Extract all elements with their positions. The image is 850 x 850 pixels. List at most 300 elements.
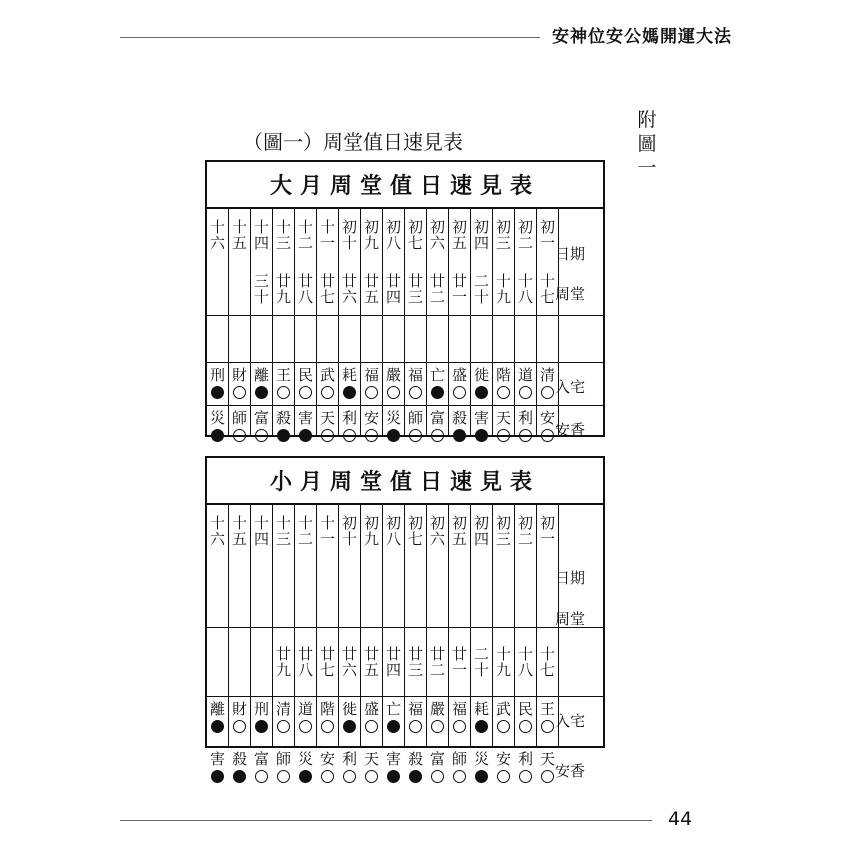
row-label-ruzhai: 入宅 — [554, 712, 585, 730]
date-cell — [273, 219, 294, 251]
day-column — [251, 503, 273, 768]
ruzhai-char: 離 — [209, 700, 225, 718]
zhoutang-char: 廿 — [363, 272, 379, 290]
zhoutang-char: 五 — [363, 288, 379, 306]
zhoutang-char: 廿 — [451, 645, 467, 663]
anxiang-char: 利 — [341, 409, 357, 427]
date-cell — [317, 219, 338, 251]
date-char: 初 — [407, 514, 423, 532]
date-cell — [471, 515, 492, 547]
good-circle-icon — [365, 720, 378, 733]
day-column — [515, 207, 537, 435]
zhoutang-cell — [317, 646, 338, 678]
good-circle-icon — [453, 770, 466, 783]
date-cell — [427, 219, 448, 251]
zhoutang-char: 八 — [517, 288, 533, 306]
date-cell — [207, 515, 228, 547]
table-body — [207, 503, 603, 780]
date-cell — [273, 515, 294, 547]
date-char: 六 — [429, 234, 445, 252]
anxiang-char: 富 — [429, 750, 445, 768]
good-circle-icon — [409, 386, 422, 399]
anxiang-char: 安 — [539, 409, 555, 427]
date-char: 初 — [495, 218, 511, 236]
zhoutang-char: 四 — [385, 288, 401, 306]
ruzhai-char: 財 — [231, 700, 247, 718]
ruzhai-char: 清 — [275, 700, 291, 718]
ruzhai-char: 耗 — [341, 366, 357, 384]
zhoutang-char: 九 — [275, 661, 291, 679]
bad-dot-icon — [277, 429, 290, 442]
anxiang-char: 害 — [209, 750, 225, 768]
date-cell — [537, 515, 558, 547]
zhoutang-cell — [383, 646, 404, 678]
day-column — [471, 207, 493, 435]
zhoutang-cell — [251, 273, 272, 305]
date-char: 一 — [539, 530, 555, 548]
bad-dot-icon — [475, 720, 488, 733]
anxiang-char: 災 — [297, 750, 313, 768]
row-label-anxiang: 安香 — [554, 762, 585, 780]
date-char: 十 — [209, 218, 225, 236]
date-char: 初 — [495, 514, 511, 532]
good-circle-icon — [365, 770, 378, 783]
zhoutang-char: 八 — [517, 661, 533, 679]
date-cell — [229, 515, 250, 547]
zhoutang-char: 九 — [495, 288, 511, 306]
date-char: 四 — [473, 234, 489, 252]
date-char: 五 — [231, 530, 247, 548]
date-char: 四 — [473, 530, 489, 548]
day-column — [317, 503, 339, 768]
good-circle-icon — [321, 770, 334, 783]
anxiang-char: 殺 — [451, 409, 467, 427]
anxiang-char: 害 — [385, 750, 401, 768]
good-circle-icon — [343, 429, 356, 442]
ruzhai-char: 徙 — [473, 366, 489, 384]
day-column — [361, 503, 383, 768]
day-column — [427, 503, 449, 768]
day-column — [317, 207, 339, 435]
good-circle-icon — [321, 720, 334, 733]
good-circle-icon — [277, 386, 290, 399]
bad-dot-icon — [211, 386, 224, 399]
day-column — [207, 207, 229, 435]
ruzhai-char: 階 — [495, 366, 511, 384]
ruzhai-char: 福 — [363, 366, 379, 384]
bad-dot-icon — [255, 720, 268, 733]
bad-dot-icon — [387, 429, 400, 442]
bad-dot-icon — [431, 386, 444, 399]
zhoutang-char: 十 — [495, 272, 511, 290]
date-char: 五 — [451, 530, 467, 548]
zhoutang-char: 一 — [451, 661, 467, 679]
zhoutang-cell — [449, 273, 470, 305]
date-char: 三 — [275, 234, 291, 252]
date-char: 六 — [209, 234, 225, 252]
anxiang-char: 天 — [539, 750, 555, 768]
bad-dot-icon — [475, 429, 488, 442]
ruzhai-char: 民 — [297, 366, 313, 384]
good-circle-icon — [299, 386, 312, 399]
good-circle-icon — [453, 386, 466, 399]
date-char: 初 — [539, 218, 555, 236]
zhoutang-cell — [449, 646, 470, 678]
good-circle-icon — [519, 386, 532, 399]
good-circle-icon — [321, 386, 334, 399]
big-month-table — [205, 160, 605, 437]
date-char: 初 — [407, 218, 423, 236]
zhoutang-char: 廿 — [275, 272, 291, 290]
date-cell — [449, 515, 470, 547]
zhoutang-char: 三 — [407, 288, 423, 306]
bad-dot-icon — [409, 770, 422, 783]
day-column — [339, 503, 361, 768]
date-char: 十 — [319, 514, 335, 532]
good-circle-icon — [233, 429, 246, 442]
date-cell — [361, 219, 382, 251]
good-circle-icon — [299, 720, 312, 733]
zhoutang-char: 廿 — [341, 645, 357, 663]
day-column — [361, 207, 383, 435]
ruzhai-char: 亡 — [429, 366, 445, 384]
date-cell — [361, 515, 382, 547]
anxiang-char: 天 — [319, 409, 335, 427]
zhoutang-cell — [295, 273, 316, 305]
ruzhai-char: 亡 — [385, 700, 401, 718]
day-column — [229, 207, 251, 435]
date-cell — [339, 515, 360, 547]
date-char: 六 — [209, 530, 225, 548]
date-cell — [295, 515, 316, 547]
day-column — [449, 503, 471, 768]
row-label-date: 日期 — [554, 245, 585, 263]
date-cell — [405, 219, 426, 251]
date-cell — [295, 219, 316, 251]
zhoutang-cell — [493, 646, 514, 678]
day-column — [493, 503, 515, 768]
zhoutang-char: 十 — [539, 645, 555, 663]
zhoutang-char: 十 — [473, 288, 489, 306]
day-column — [251, 207, 273, 435]
bad-dot-icon — [211, 429, 224, 442]
anxiang-char: 災 — [385, 409, 401, 427]
table-body — [207, 207, 603, 439]
date-cell — [493, 515, 514, 547]
row-divider — [207, 746, 603, 747]
date-char: 四 — [253, 530, 269, 548]
zhoutang-char: 十 — [495, 645, 511, 663]
date-cell — [515, 219, 536, 251]
day-column — [295, 207, 317, 435]
date-char: 二 — [297, 234, 313, 252]
bad-dot-icon — [387, 770, 400, 783]
side-label-char: 圖 — [637, 133, 657, 155]
day-column — [427, 207, 449, 435]
good-circle-icon — [343, 770, 356, 783]
zhoutang-cell — [273, 273, 294, 305]
ruzhai-char: 徙 — [341, 700, 357, 718]
row-label-ruzhai: 入宅 — [554, 378, 585, 396]
zhoutang-char: 廿 — [341, 272, 357, 290]
good-circle-icon — [497, 720, 510, 733]
day-column — [471, 503, 493, 768]
page-number: 44 — [668, 808, 693, 830]
date-char: 四 — [253, 234, 269, 252]
date-char: 九 — [363, 234, 379, 252]
bad-dot-icon — [475, 770, 488, 783]
day-column — [537, 207, 559, 435]
zhoutang-char: 廿 — [385, 272, 401, 290]
ruzhai-char: 耗 — [473, 700, 489, 718]
running-header: 安神位安公媽開運大法 — [552, 27, 732, 47]
zhoutang-cell — [537, 646, 558, 678]
date-char: 十 — [275, 218, 291, 236]
good-circle-icon — [497, 386, 510, 399]
date-char: 初 — [517, 218, 533, 236]
date-char: 三 — [275, 530, 291, 548]
date-char: 十 — [253, 514, 269, 532]
ruzhai-char: 民 — [517, 700, 533, 718]
bad-dot-icon — [453, 429, 466, 442]
date-cell — [251, 219, 272, 251]
date-char: 十 — [231, 514, 247, 532]
zhoutang-cell — [317, 273, 338, 305]
zhoutang-cell — [493, 273, 514, 305]
table-title: 小月周堂值日速見表 — [207, 458, 603, 505]
good-circle-icon — [255, 429, 268, 442]
day-column — [339, 207, 361, 435]
zhoutang-cell — [383, 273, 404, 305]
zhoutang-char: 廿 — [407, 645, 423, 663]
zhoutang-char: 七 — [319, 661, 335, 679]
zhoutang-char: 廿 — [275, 645, 291, 663]
date-char: 八 — [385, 530, 401, 548]
date-char: 初 — [363, 514, 379, 532]
day-column — [405, 207, 427, 435]
anxiang-char: 富 — [429, 409, 445, 427]
zhoutang-char: 十 — [517, 272, 533, 290]
zhoutang-cell — [405, 273, 426, 305]
bad-dot-icon — [255, 386, 268, 399]
date-char: 五 — [231, 234, 247, 252]
ruzhai-char: 武 — [495, 700, 511, 718]
good-circle-icon — [409, 429, 422, 442]
good-circle-icon — [431, 429, 444, 442]
ruzhai-char: 階 — [319, 700, 335, 718]
anxiang-char: 害 — [473, 409, 489, 427]
date-char: 初 — [539, 514, 555, 532]
anxiang-char: 安 — [363, 409, 379, 427]
anxiang-char: 富 — [253, 409, 269, 427]
good-circle-icon — [277, 720, 290, 733]
date-char: 十 — [297, 218, 313, 236]
good-circle-icon — [453, 720, 466, 733]
date-char: 初 — [517, 514, 533, 532]
ruzhai-char: 嚴 — [385, 366, 401, 384]
day-column — [273, 503, 295, 768]
date-cell — [427, 515, 448, 547]
zhoutang-char: 七 — [539, 288, 555, 306]
date-char: 初 — [429, 514, 445, 532]
side-label-char: 附 — [637, 109, 657, 131]
date-char: 初 — [473, 514, 489, 532]
zhoutang-cell — [427, 273, 448, 305]
date-char: 一 — [319, 234, 335, 252]
ruzhai-char: 武 — [319, 366, 335, 384]
good-circle-icon — [519, 429, 532, 442]
date-char: 九 — [363, 530, 379, 548]
good-circle-icon — [277, 770, 290, 783]
ruzhai-char: 福 — [407, 700, 423, 718]
zhoutang-char: 一 — [451, 288, 467, 306]
date-char: 十 — [297, 514, 313, 532]
zhoutang-char: 十 — [539, 272, 555, 290]
anxiang-char: 殺 — [407, 750, 423, 768]
ruzhai-char: 道 — [517, 366, 533, 384]
zhoutang-char: 七 — [319, 288, 335, 306]
ruzhai-char: 嚴 — [429, 700, 445, 718]
date-char: 十 — [253, 218, 269, 236]
bad-dot-icon — [299, 429, 312, 442]
row-label-zhoutang: 周堂 — [554, 610, 585, 628]
date-cell — [339, 219, 360, 251]
good-circle-icon — [233, 720, 246, 733]
zhoutang-cell — [471, 273, 492, 305]
zhoutang-cell — [405, 646, 426, 678]
date-cell — [383, 515, 404, 547]
bad-dot-icon — [343, 720, 356, 733]
date-char: 初 — [341, 218, 357, 236]
good-circle-icon — [519, 770, 532, 783]
anxiang-char: 富 — [253, 750, 269, 768]
anxiang-char: 殺 — [275, 409, 291, 427]
date-char: 初 — [363, 218, 379, 236]
zhoutang-char: 十 — [253, 288, 269, 306]
date-char: 一 — [539, 234, 555, 252]
zhoutang-cell — [361, 646, 382, 678]
zhoutang-char: 七 — [539, 661, 555, 679]
day-column — [493, 207, 515, 435]
anxiang-char: 安 — [495, 750, 511, 768]
anxiang-char: 災 — [209, 409, 225, 427]
date-char: 十 — [319, 218, 335, 236]
zhoutang-char: 廿 — [429, 645, 445, 663]
ruzhai-char: 福 — [451, 700, 467, 718]
small-month-table — [205, 456, 605, 780]
zhoutang-char: 八 — [297, 288, 313, 306]
date-char: 六 — [429, 530, 445, 548]
zhoutang-char: 二 — [473, 272, 489, 290]
good-circle-icon — [387, 386, 400, 399]
zhoutang-char: 廿 — [297, 272, 313, 290]
date-char: 十 — [275, 514, 291, 532]
footer-rule — [120, 820, 652, 821]
zhoutang-char: 廿 — [407, 272, 423, 290]
date-char: 初 — [385, 514, 401, 532]
bad-dot-icon — [299, 770, 312, 783]
zhoutang-char: 五 — [363, 661, 379, 679]
zhoutang-cell — [515, 273, 536, 305]
zhoutang-char: 廿 — [319, 272, 335, 290]
date-cell — [515, 515, 536, 547]
anxiang-char: 師 — [407, 409, 423, 427]
date-char: 初 — [341, 514, 357, 532]
zhoutang-char: 八 — [297, 661, 313, 679]
good-circle-icon — [365, 386, 378, 399]
bad-dot-icon — [211, 770, 224, 783]
zhoutang-cell — [361, 273, 382, 305]
date-char: 十 — [231, 218, 247, 236]
ruzhai-char: 離 — [253, 366, 269, 384]
day-column — [295, 503, 317, 768]
zhoutang-char: 三 — [253, 272, 269, 290]
date-char: 十 — [341, 234, 357, 252]
zhoutang-char: 九 — [495, 661, 511, 679]
zhoutang-char: 六 — [341, 288, 357, 306]
table-title: 大月周堂值日速見表 — [207, 162, 603, 209]
anxiang-char: 師 — [275, 750, 291, 768]
row-label-anxiang: 安香 — [554, 421, 585, 439]
zhoutang-cell — [295, 646, 316, 678]
zhoutang-char: 九 — [275, 288, 291, 306]
ruzhai-char: 盛 — [451, 366, 467, 384]
good-circle-icon — [409, 720, 422, 733]
ruzhai-char: 盛 — [363, 700, 379, 718]
date-cell — [317, 515, 338, 547]
good-circle-icon — [519, 720, 532, 733]
good-circle-icon — [431, 720, 444, 733]
day-column — [405, 503, 427, 768]
header-rule — [120, 37, 540, 38]
good-circle-icon — [431, 770, 444, 783]
bad-dot-icon — [387, 720, 400, 733]
day-column — [383, 207, 405, 435]
date-cell — [229, 219, 250, 251]
date-char: 十 — [209, 514, 225, 532]
zhoutang-char: 廿 — [385, 645, 401, 663]
good-circle-icon — [233, 386, 246, 399]
day-column — [515, 503, 537, 768]
ruzhai-char: 福 — [407, 366, 423, 384]
zhoutang-char: 廿 — [319, 645, 335, 663]
ruzhai-char: 刑 — [253, 700, 269, 718]
anxiang-char: 天 — [495, 409, 511, 427]
date-char: 三 — [495, 234, 511, 252]
date-char: 初 — [451, 514, 467, 532]
side-label-char: 一 — [637, 157, 657, 179]
date-char: 三 — [495, 530, 511, 548]
zhoutang-cell — [427, 646, 448, 678]
date-char: 初 — [451, 218, 467, 236]
zhoutang-char: 廿 — [297, 645, 313, 663]
anxiang-char: 利 — [517, 409, 533, 427]
date-cell — [471, 219, 492, 251]
good-circle-icon — [321, 429, 334, 442]
row-label-zhoutang: 周堂 — [554, 285, 585, 303]
good-circle-icon — [497, 429, 510, 442]
zhoutang-char: 廿 — [451, 272, 467, 290]
zhoutang-char: 十 — [473, 661, 489, 679]
date-char: 初 — [473, 218, 489, 236]
anxiang-char: 災 — [473, 750, 489, 768]
date-char: 初 — [385, 218, 401, 236]
bad-dot-icon — [211, 720, 224, 733]
zhoutang-char: 六 — [341, 661, 357, 679]
day-column — [383, 503, 405, 768]
anxiang-char: 害 — [297, 409, 313, 427]
bad-dot-icon — [233, 770, 246, 783]
